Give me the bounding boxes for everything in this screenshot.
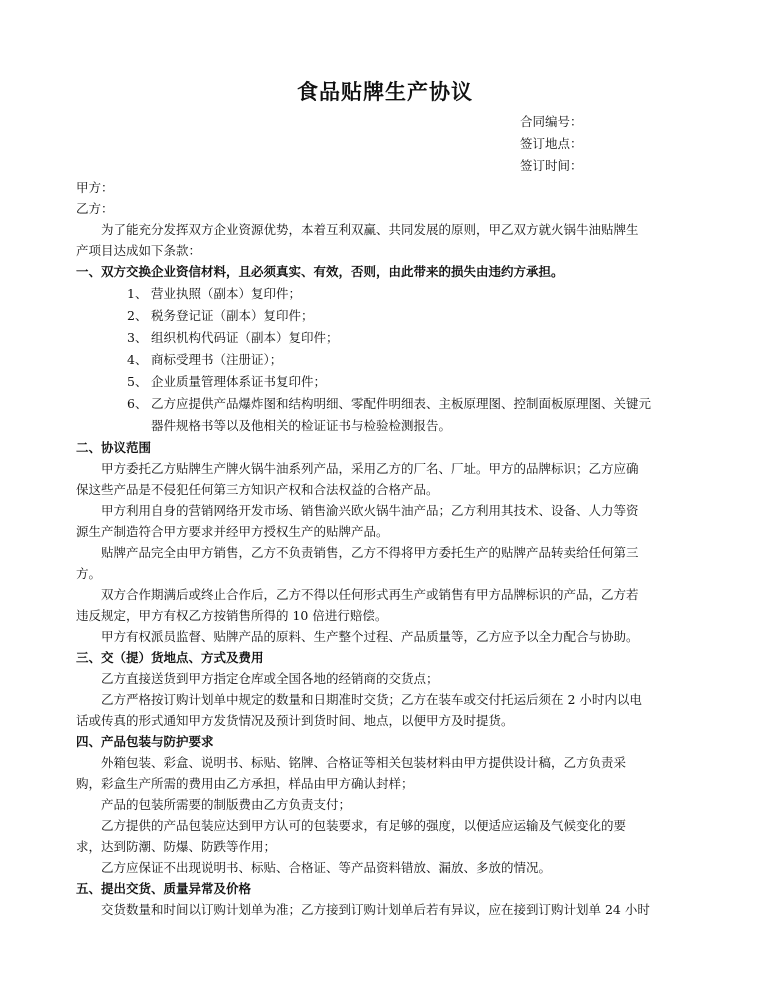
list-number: 6、 [127, 396, 148, 411]
sign-place-label: 签订地点： [520, 136, 583, 151]
paragraph-line: 违反规定，甲方有权乙方按销售所得的 10 倍进行赔偿。 [76, 608, 388, 623]
section-heading: 五、提出交货、质量异常及价格 [76, 881, 252, 896]
paragraph-line: 购，彩盒生产所需的费用由乙方承担，样品由甲方确认封样； [76, 776, 414, 791]
party-b-label: 乙方： [76, 201, 114, 216]
section-heading: 三、交（提）货地点、方式及费用 [76, 650, 264, 665]
paragraph-line: 乙方严格按订购计划单中规定的数量和日期准时交货；乙方在装车或交付托运后须在 2 小时内以电 [101, 692, 642, 707]
paragraph-line: 甲方利用自身的营销网络开发市场、销售渝兴欧火锅牛油产品；乙方利用其技术、设备、人力等资 [101, 503, 639, 518]
paragraph-line: 交货数量和时间以订购计划单为准；乙方接到订购计划单后若有异议，应在接到订购计划单 24 小时 [101, 902, 650, 917]
paragraph-line: 甲方委托乙方贴牌生产牌火锅牛油系列产品，采用乙方的厂名、厂址。甲方的品牌标识；乙方应确 [101, 461, 639, 476]
contract-number-label: 合同编号： [520, 114, 583, 129]
list-item: 企业质量管理体系证书复印件； [151, 374, 327, 389]
list-number: 4、 [127, 352, 148, 367]
paragraph-line: 话或传真的形式通知甲方发货情况及预计到货时间、地点，以便甲方及时提货。 [76, 713, 514, 728]
section-heading: 四、产品包装与防护要求 [76, 734, 214, 749]
list-item: 组织机构代码证（副本）复印件； [151, 330, 339, 345]
paragraph-line: 双方合作期满后或终止合作后，乙方不得以任何形式再生产或销售有甲方品牌标识的产品，乙方若 [101, 587, 639, 602]
paragraph-line: 外箱包装、彩盒、说明书、标贴、铭牌、合格证等相关包装材料由甲方提供设计稿，乙方负责采 [101, 755, 627, 770]
list-item-continuation: 器件规格书等以及他相关的检证证书与检验检测报告。 [151, 418, 452, 433]
section-heading: 一、双方交换企业资信材料，且必须真实、有效，否则，由此带来的损失由违约方承担。 [76, 264, 564, 279]
paragraph-line: 方。 [76, 566, 102, 581]
paragraph-line: 乙方提供的产品包装应达到甲方认可的包装要求，有足够的强度，以便适应运输及气候变化的要 [101, 818, 627, 833]
document-title: 食品贴牌生产协议 [297, 79, 473, 104]
list-item: 营业执照（副本）复印件； [151, 286, 302, 301]
paragraph-line: 求，达到防潮、防爆、防跌等作用； [76, 839, 277, 854]
list-number: 2、 [127, 308, 148, 323]
section-heading: 二、协议范围 [76, 440, 152, 455]
list-item: 乙方应提供产品爆炸图和结构明细、零配件明细表、主板原理图、控制面板原理图、关键元 [151, 396, 652, 411]
intro-line: 产项目达成如下条款： [76, 243, 202, 258]
sign-time-label: 签订时间： [520, 158, 583, 173]
paragraph-line: 源生产制造符合甲方要求并经甲方授权生产的贴牌产品。 [76, 524, 389, 539]
paragraph-line: 乙方直接送货到甲方指定仓库或全国各地的经销商的交货点； [101, 671, 439, 686]
list-number: 1、 [127, 286, 148, 301]
list-number: 3、 [127, 330, 148, 345]
paragraph-line: 贴牌产品完全由甲方销售，乙方不负责销售，乙方不得将甲方委托生产的贴牌产品转卖给任何第三 [101, 545, 639, 560]
list-number: 5、 [127, 374, 148, 389]
list-item: 税务登记证（副本）复印件； [151, 308, 314, 323]
paragraph-line: 保这些产品是不侵犯任何第三方知识产权和合法权益的合格产品。 [76, 482, 439, 497]
paragraph-line: 乙方应保证不出现说明书、标贴、合格证、等产品资料错放、漏放、多放的情况。 [101, 860, 552, 875]
intro-line: 为了能充分发挥双方企业资源优势，本着互利双赢、共同发展的原则，甲乙双方就火锅牛油贴牌生 [101, 222, 639, 237]
paragraph-line: 甲方有权派员监督、贴牌产品的原料、生产整个过程、产品质量等，乙方应予以全力配合与协助。 [101, 629, 639, 644]
paragraph-line: 产品的包装所需要的制版费由乙方负责支付； [101, 797, 352, 812]
party-a-label: 甲方： [76, 180, 114, 195]
list-item: 商标受理书（注册证）； [151, 352, 283, 367]
